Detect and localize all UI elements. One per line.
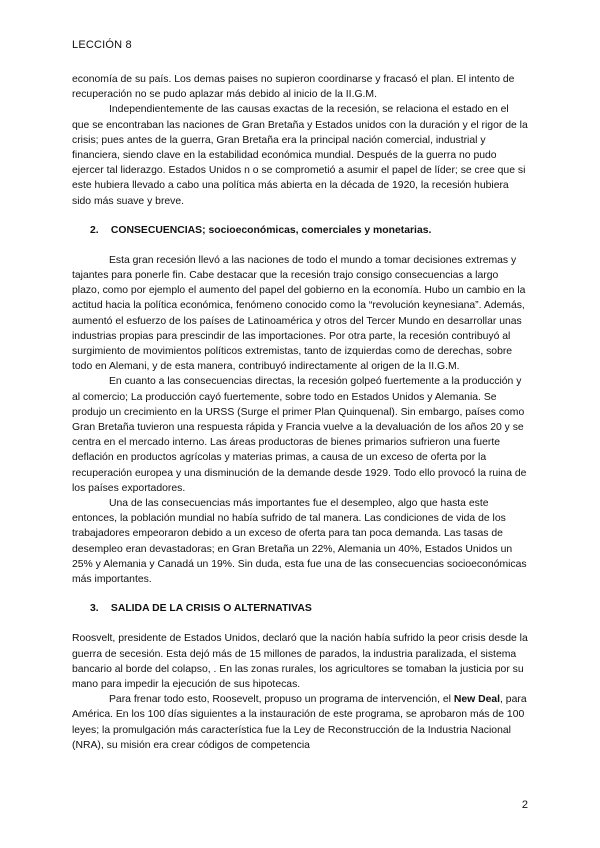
paragraph-3: Esta gran recesión llevó a las naciones de todo el mundo a tomar decisiones extremas y tajantes para ponerle fin. Cabe destacar que la recesión trajo consigo consecuencias a largo plazo, como por ejemplo el aumento del papel del gobierno en la economía. Hubo un cambio en la actitud hacia la política económica, fenómeno conocido como la “revolución keynesiana”. Además, aumentó el esfuerzo de los países de Latinoamérica y otros del Tercer Mundo en desarrollar unas industrias propias para prescindir de las importaciones. Por otra parte, la recesión contribuyó al surgimiento de movimientos políticos extremistas, tanto de izquierdas como de derechas, sobre todo en Alemani, y de esta manera, contribuyó indirectamente al origen de la II.G.M. [72,254,526,373]
paragraph-7 [72,692,528,753]
section-heading-3 [90,602,528,616]
paragraph-1: economía de su país. Los demas paises no supieron coordinarse y fracasó el plan. El intento de recuperación no se pudo aplazar más debido al inicio de la II.G.M. [72,74,515,101]
section-title-2: CONSECUENCIAS; socioeconómicas, comerciales y monetarias. [110,224,432,236]
section-title-3: SALIDA DE LA CRISIS O ALTERNATIVAS [110,603,312,615]
page-header: LECCIÓN 8 [72,39,132,51]
paragraph-7-end: , para América. En los 100 días siguientes a la instauración de este programa, se aprobaron más de 100 leyes; la promulgación más característica fue la Ley de Reconstrucción de la Industria Nacional (NRA), su misión era crear códigos de competencia [72,694,527,751]
paragraph-5: Una de las consecuencias más importantes fue el desempleo, algo que hasta este entonces, la población mundial no había sufrido de tal manera. Las condiciones de vida de los trabajadores empeoraron debido a un exceso de oferta para tan poca demanda. Las tasas de desempleo eran devastadoras; en Gran Bretaña un 22%, Alemania un 40%, Estados Unidos un 25% y Alemania y Canadá un 19%. Sin duda, esta fue una de las consecuencias socioeconómicas más importantes. [72,498,527,586]
paragraph-2: Independientemente de las causas exactas de la recesión, se relaciona el estado en el que se encontraban las naciones de Gran Bretaña y Estados unidos con la duración y el rigor de la crisis; pues antes de la guerra, Gran Bretaña era la principal nación comercial, industrial y financiera, siendo clave en la estabilidad económica mundial. Después de la guerra no pudo ejercer tal liderazgo. Estados Unidos n o se comprometió a asumir el papel de líder; se cree que si este hubiera llevado a cabo una política más abierta en la década de 1920, la recesión hubiera sido más suave y breve. [72,104,528,207]
section-heading-2 [90,224,528,238]
page-number: 2 [521,799,528,811]
section-number-3: 3. [90,603,99,615]
document-body [72,72,528,753]
paragraph-6: Roosvelt, presidente de Estados Unidos, declaró que la nación había sufrido la peor crisis desde la guerra de secesión. Esta dejó más de 15 millones de parados, la industria paralizada, el sistema bancario al borde del colapso, . En las zonas rurales, los agricultores se tomaban la justicia por su mano para impedir la ejecución de sus hipotecas. [72,633,528,690]
new-deal-term: New Deal [453,694,501,706]
section-number-2: 2. [90,224,99,236]
paragraph-7-start: Para frenar todo esto, Roosevelt, propuso un programa de intervención, el [109,694,454,706]
paragraph-4: En cuanto a las consecuencias directas, la recesión golpeó fuertemente a la producción y al comercio; La producción cayó fuertemente, sobre todo en Estados Unidos y Alemania. Se produjo un crecimiento en la URSS (Surge el primer Plan Quinquenal). Sin embargo, países como Gran Bretaña tuvieron una respuesta rápida y Francia vuelve a la devaluación de los años 20 y se centra en el mercado interno. Las áreas productoras de bienes primarios sufrieron una fuerte deflación en productos agrícolas y materias primas, a causa de un exceso de oferta por la recuperación europea y una disminución de la demande desde 1929. Todo ello provocó la ruina de los países exportadores. [72,376,527,494]
